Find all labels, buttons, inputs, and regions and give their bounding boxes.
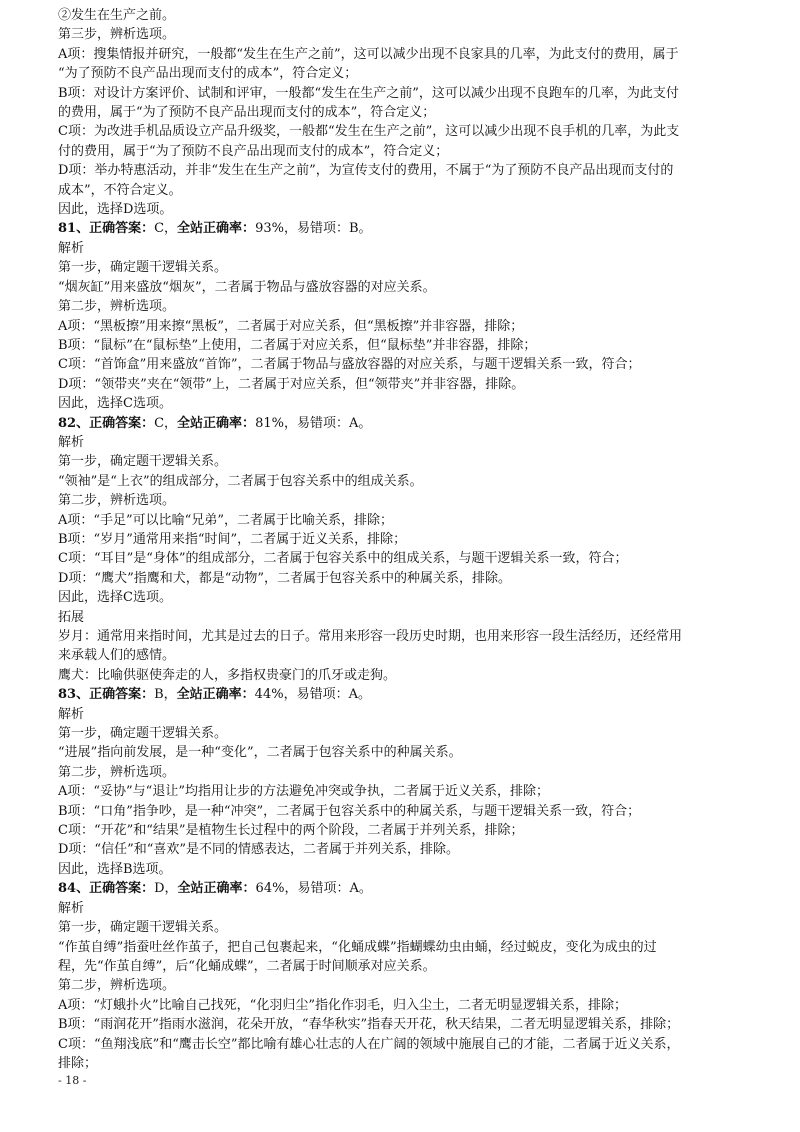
answer-heading — [58, 219, 758, 238]
text-line: C项：“鱼翔浅底”和“鹰击长空”都比喻有雄心壮志的人在广阔的领域中施展自己的才能，二者属于近义关系， — [58, 1036, 680, 1052]
answer-value: C， — [154, 221, 178, 237]
text-line: 岁月：通常用来指时间，尤其是过去的日子。常用来形容一段历史时期，也用来形容一段生活经历，还经常用 — [58, 629, 683, 644]
accuracy-stats: 81%，易错项：A。 — [255, 415, 372, 431]
text-line: 第二步，辨析选项。 — [58, 764, 176, 780]
text-line: 第一步，确定题干逻辑关系。 — [58, 260, 228, 276]
text-line: “为了预防不良产品出现而支付的成本”，符合定义； — [58, 66, 358, 82]
accuracy-label: 全站正确率： — [177, 221, 256, 237]
text-line: D项：“鹰犬”指鹰和犬，都是“动物”，二者属于包容关系中的种属关系，排除。 — [58, 570, 512, 586]
text-line: “烟灰缸”用来盛放“烟灰”，二者属于物品与盛放容器的对应关系。 — [58, 279, 436, 295]
answer-value: D， — [154, 881, 178, 897]
text-line: 第二步，辨析选项。 — [58, 978, 176, 994]
text-line: 拓展 — [58, 609, 85, 625]
text-line: 鹰犬：比喻供驱使奔走的人，多指权贵豪门的爪牙或走狗。 — [58, 667, 397, 683]
document-body — [58, 0, 758, 1073]
accuracy-stats: 44%，易错项：A。 — [254, 687, 371, 703]
answer-heading — [58, 414, 758, 433]
text-line: C项：“开花”和“结果”是植物生长过程中的两个阶段，二者属于并列关系，排除； — [58, 823, 524, 839]
text-line: 第三步，辨析选项。 — [58, 27, 176, 43]
text-line: 成本”，不符合定义。 — [58, 182, 182, 198]
text-line: B项：“岁月”通常用来指“时间”，二者属于近义关系，排除； — [58, 531, 407, 547]
text-line: D项：“领带夹”夹在“领带”上，二者属于对应关系，但“领带夹”并非容器，排除。 — [58, 376, 525, 392]
accuracy-label: 全站正确率： — [176, 687, 255, 703]
text-line: C项：“首饰盒”用来盛放“首饰”，二者属于物品与盛放容器的对应关系，与题干逻辑关系一致，符合； — [58, 357, 641, 373]
text-line: 付的费用，属于“为了预防不良产品出现而支付的成本”，符合定义； — [58, 143, 449, 159]
text-line: C项：“耳目”是“身体”的组成部分，二者属于包容关系中的组成关系，与题干逻辑关系一致，符合； — [58, 551, 628, 567]
text-line: 因此，选择D选项。 — [58, 202, 173, 218]
answer-label: 83、正确答案： — [58, 687, 155, 703]
text-line: B项：“鼠标”在“鼠标垫”上使用，二者属于对应关系，但“鼠标垫”并非容器，排除； — [58, 337, 537, 353]
text-line: 解析 — [58, 240, 85, 256]
text-line: 第二步，辨析选项。 — [58, 299, 176, 315]
text-line: ②发生在生产之前。 — [58, 8, 176, 23]
accuracy-label: 全站正确率： — [177, 415, 256, 431]
answer-label: 82、正确答案： — [58, 415, 155, 431]
text-line: “领袖”是“上衣”的组成部分，二者属于包容关系中的组成关系。 — [58, 473, 423, 489]
text-line: 因此，选择B选项。 — [58, 861, 172, 877]
text-line: “作茧自缚”指蚕吐丝作茧子，把自己包裹起来，“化蛹成蝶”指蝴蝶幼虫由蛹，经过蜕皮，变化为成虫的过 — [58, 939, 657, 955]
text-line: A项：“灯蛾扑火”比喻自己找死，“化羽归尘”指化作羽毛，归入尘土，二者无明显逻辑关系，排除； — [58, 997, 627, 1013]
accuracy-stats: 93%，易错项：B。 — [255, 221, 372, 237]
text-line: 解析 — [58, 706, 85, 722]
text-line: 的费用，属于“为了预防不良产品出现而支付的成本”，符合定义； — [58, 105, 436, 121]
answer-label: 81、正确答案： — [58, 221, 155, 237]
accuracy-label: 全站正确率： — [177, 881, 256, 897]
text-line: 第二步，辨析选项。 — [58, 493, 176, 509]
text-line: 因此，选择C选项。 — [58, 396, 172, 412]
text-line: D项：举办特惠活动，并非“发生在生产之前”，为宣传支付的费用，不属于“为了预防不良产品出现而支付的 — [58, 163, 674, 179]
text-line: 程，先“作茧自缚”，后“化蛹成蝶”，二者属于时间顺承对应关系。 — [58, 958, 436, 974]
text-line: A项：搜集情报并研究，一般都“发生在生产之前”，这可以减少出现不良家具的几率，为此支付的费用，属于 — [58, 46, 679, 62]
text-line: A项：“妥协”与“退让”均指用让步的方法避免冲突或争执，二者属于近义关系，排除； — [58, 784, 549, 800]
text-line: 第一步，确定题干逻辑关系。 — [58, 726, 228, 742]
text-line: B项：“口角”指争吵，是一种“冲突”，二者属于包容关系中的种属关系，与题干逻辑关系一致，符合； — [58, 803, 641, 819]
text-line: D项：“信任”和“喜欢”是不同的情感表达，二者属于并列关系，排除。 — [58, 842, 460, 858]
text-line: A项：“手足”可以比喻“兄弟”，二者属于比喻关系，排除； — [58, 512, 393, 528]
text-line: 排除； — [58, 1055, 98, 1071]
text-line: A项：“黑板擦”用来擦“黑板”，二者属于对应关系，但“黑板擦”并非容器，排除； — [58, 318, 524, 334]
text-line: “进展”指向前发展，是一种“变化”，二者属于包容关系中的种属关系。 — [58, 745, 462, 761]
text-line: 解析 — [58, 434, 85, 450]
answer-value: B， — [154, 687, 177, 703]
answer-heading — [58, 685, 758, 704]
text-line: B项：“雨润花开”指雨水滋润，花朵开放，“春华秋实”指春天开花，秋天结果，二者无明显逻辑关系，排除； — [58, 1017, 680, 1033]
page-number: - 18 - — [58, 1074, 87, 1087]
answer-value: C， — [154, 415, 178, 431]
text-line: 因此，选择C选项。 — [58, 590, 172, 606]
accuracy-stats: 64%，易错项：A。 — [255, 881, 372, 897]
answer-heading — [58, 879, 758, 898]
text-line: 第一步，确定题干逻辑关系。 — [58, 454, 228, 470]
text-line: C项：为改进手机品质设立产品升级奖，一般都“发生在生产之前”，这可以减少出现不良手机的几率，为此支 — [58, 124, 680, 140]
text-line: 解析 — [58, 900, 85, 916]
text-line: B项：对设计方案评价、试制和评审，一般都“发生在生产之前”，这可以减少出现不良跑车的几率，为此支付 — [58, 85, 679, 101]
text-line: 第一步，确定题干逻辑关系。 — [58, 920, 228, 936]
text-line: 来承载人们的感情。 — [58, 648, 176, 664]
answer-label: 84、正确答案： — [58, 881, 155, 897]
